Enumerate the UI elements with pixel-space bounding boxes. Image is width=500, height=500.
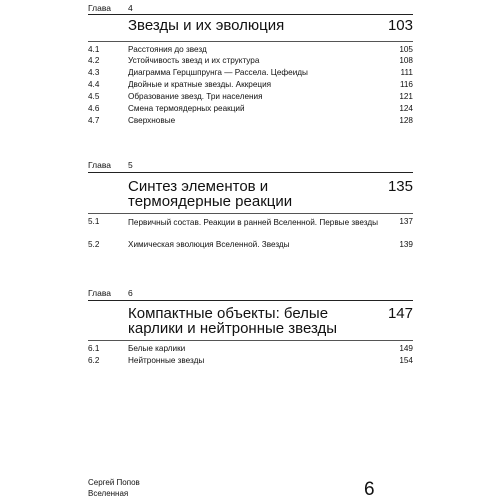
entry-title: Двойные и кратные звезды. Аккреция (128, 80, 272, 89)
entry-page: 128 (399, 116, 413, 125)
entry-number: 5.2 (88, 240, 100, 249)
entry-page: 121 (399, 92, 413, 101)
entry-number: 4.7 (88, 116, 100, 125)
entry-title: Первичный состав. Реакции в ранней Вселенной. Первые звезды (128, 218, 379, 227)
chapter-label: Глава (88, 288, 111, 298)
footer-author: Сергей Попов (88, 478, 140, 487)
chapter-number: 5 (128, 160, 133, 170)
entry-title: Расстояния до звезд (128, 45, 207, 54)
entry-number: 4.4 (88, 80, 100, 89)
chapter-page: 147 (387, 305, 413, 322)
chapter-title-rule (88, 213, 413, 214)
entry-page: 137 (399, 217, 413, 226)
chapter-title-rule (88, 41, 413, 42)
entry-title: Нейтронные звезды (128, 356, 205, 365)
entry-page: 154 (399, 356, 413, 365)
entry-page: 124 (399, 104, 413, 113)
entry-number: 4.5 (88, 92, 100, 101)
entry-number: 4.2 (88, 56, 100, 65)
entry-page: 108 (399, 56, 413, 65)
chapter-top-rule (88, 14, 413, 15)
chapter-page: 103 (387, 17, 413, 34)
entry-number: 4.3 (88, 68, 100, 77)
chapter-top-rule (88, 172, 413, 173)
entry-title: Сверхновые (128, 116, 176, 125)
entry-number: 5.1 (88, 217, 100, 226)
entry-number: 6.2 (88, 356, 100, 365)
entry-number: 4.1 (88, 45, 100, 54)
entry-title: Белые карлики (128, 344, 186, 353)
chapter-number: 4 (128, 3, 133, 13)
entry-title: Химическая эволюция Вселенной. Звезды (128, 240, 290, 249)
entry-page: 116 (399, 80, 413, 89)
page-number: 6 (364, 479, 375, 500)
entry-page: 111 (400, 68, 413, 77)
chapter-label: Глава (88, 160, 111, 170)
chapter-number: 6 (128, 288, 133, 298)
entry-page: 149 (399, 344, 413, 353)
footer-book-title: Вселенная (88, 489, 129, 498)
entry-title: Образование звезд. Три населения (128, 92, 263, 101)
chapter-page: 135 (387, 178, 413, 195)
entry-page: 105 (399, 45, 413, 54)
entry-title: Устойчивость звезд и их структура (128, 56, 260, 65)
entry-number: 4.6 (88, 104, 100, 113)
chapter-label: Глава (88, 3, 111, 13)
entry-number: 6.1 (88, 344, 100, 353)
entry-title: Диаграмма Герцшпрунга — Рассела. Цефеиды (128, 68, 308, 77)
chapter-title-rule (88, 340, 413, 341)
chapter-top-rule (88, 300, 413, 301)
entry-page: 139 (399, 240, 413, 249)
chapter-title[interactable]: Синтез элементов и термоядерные реакции (128, 178, 293, 210)
chapter-title[interactable]: Компактные объекты: белые карлики и нейтронные звезды (128, 305, 338, 337)
entry-title: Смена термоядерных реакций (128, 104, 245, 113)
chapter-title[interactable]: Звезды и их эволюция (128, 17, 285, 34)
